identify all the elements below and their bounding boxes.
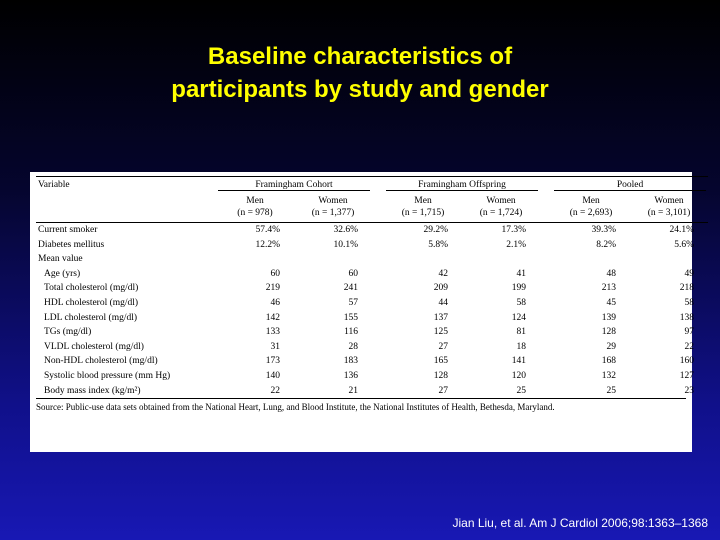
table-row (36, 384, 708, 399)
table-row (36, 354, 708, 369)
table-cell: 2.1% (506, 239, 527, 250)
subheader-n: (n = 1,715) (401, 208, 445, 218)
row-label: Current smoker (38, 225, 98, 235)
table-cell: 60 (348, 268, 359, 279)
table-cell (630, 252, 708, 267)
subheader-label: Men (582, 196, 600, 206)
table-cell: 27 (438, 341, 449, 352)
table-row (36, 340, 708, 355)
table-cell: 81 (516, 327, 527, 338)
table-row (36, 296, 708, 311)
variable-header: Variable (38, 180, 70, 190)
table-cell: 17.3% (501, 225, 527, 235)
table-cell: 219 (265, 283, 280, 294)
table-cell: 140 (265, 370, 280, 381)
row-label: TGs (mg/dl) (44, 327, 92, 338)
table-body (36, 223, 708, 399)
row-label: Age (yrs) (44, 268, 81, 279)
table-row (36, 281, 708, 296)
baseline-table-panel (30, 172, 695, 452)
citation: Jian Liu, et al. Am J Cardiol 2006;98:1363–1368 (452, 516, 708, 530)
subheader-1 (294, 193, 372, 223)
subheader-n: (n = 3,101) (647, 208, 691, 218)
subheader-label: Men (246, 196, 264, 206)
subheader-4 (552, 193, 630, 223)
table-cell: 10.1% (333, 239, 359, 250)
subheader-label: Women (654, 196, 684, 206)
table-cell: 168 (601, 356, 617, 367)
row-label: VLDL cholesterol (mg/dl) (44, 341, 144, 352)
table-cell: 132 (601, 370, 617, 381)
slide-title (0, 40, 720, 106)
group-header-pooled: Pooled (552, 177, 708, 194)
table-cell (216, 252, 294, 267)
table-cell: 128 (601, 327, 617, 338)
table-cell: 139 (601, 312, 617, 323)
table-cell: 120 (511, 370, 527, 381)
table-cell: 29 (606, 341, 617, 352)
table-cell: 22 (270, 385, 280, 396)
table-cell: 141 (511, 356, 527, 367)
table-cell: 31 (270, 341, 280, 352)
subheader-label: Women (486, 196, 516, 206)
table-cell: 241 (343, 283, 359, 294)
table-cell (552, 252, 630, 267)
table-cell: 133 (265, 327, 280, 338)
subheader-n: (n = 1,724) (479, 208, 523, 218)
group-header-framingham-cohort: Framingham Cohort (216, 177, 372, 194)
table-cell: 127 (679, 370, 695, 381)
row-label: Total cholesterol (mg/dl) (44, 283, 139, 294)
row-label: Diabetes mellitus (38, 239, 105, 250)
table-row (36, 325, 708, 340)
table-cell: 136 (343, 370, 359, 381)
table-cell (384, 252, 462, 267)
table-cell: 21 (348, 385, 359, 396)
table-cell: 23 (684, 385, 695, 396)
table-cell: 8.2% (596, 239, 617, 250)
table-cell: 24.1% (669, 225, 695, 235)
table-cell: 39.3% (591, 225, 617, 235)
baseline-characteristics-table (36, 176, 708, 398)
slide-title-line-2: participants by study and gender (171, 76, 549, 103)
table-cell: 160 (679, 356, 695, 367)
table-cell: 124 (511, 312, 527, 323)
table-cell: 48 (606, 268, 617, 279)
table-cell: 5.8% (428, 239, 449, 250)
table-cell: 57 (348, 297, 359, 308)
table-cell: 116 (344, 327, 359, 338)
table-cell: 29.2% (423, 225, 449, 235)
table-cell: 57.4% (255, 225, 280, 235)
table-cell (294, 252, 372, 267)
table-cell: 22 (684, 341, 695, 352)
table-cell: 213 (601, 283, 617, 294)
table-cell: 60 (270, 268, 280, 279)
table-cell: 25 (516, 385, 527, 396)
table-row (36, 311, 708, 326)
table-cell: 27 (438, 385, 449, 396)
table-cell: 199 (511, 283, 527, 294)
table-cell: 128 (433, 370, 449, 381)
subheader-3 (462, 193, 540, 223)
table-cell: 41 (516, 268, 527, 279)
table-cell: 28 (348, 341, 359, 352)
row-label: HDL cholesterol (mg/dl) (44, 297, 139, 308)
table-cell: 18 (516, 341, 527, 352)
table-row (36, 238, 708, 253)
table-cell: 173 (265, 356, 280, 367)
subheader-label: Men (414, 196, 432, 206)
row-label: Mean value (38, 254, 83, 265)
subheader-5 (630, 193, 708, 223)
table-cell: 25 (606, 385, 617, 396)
table-row (36, 369, 708, 384)
table-cell: 44 (438, 297, 449, 308)
table-cell: 137 (433, 312, 449, 323)
table-cell: 155 (343, 312, 359, 323)
table-cell: 142 (265, 312, 280, 323)
table-cell: 45 (606, 297, 617, 308)
table-cell: 125 (433, 327, 449, 338)
subheader-2 (384, 193, 462, 223)
table-cell: 12.2% (255, 239, 280, 250)
table-cell: 183 (343, 356, 359, 367)
table-cell: 58 (684, 297, 695, 308)
row-label: LDL cholesterol (mg/dl) (44, 312, 138, 323)
table-cell: 49 (684, 268, 695, 279)
table-row (36, 223, 708, 238)
subheader-label: Women (318, 196, 348, 206)
row-label: Systolic blood pressure (mm Hg) (44, 370, 171, 381)
table-source-note: Source: Public-use data sets obtained from the National Heart, Lung, and Blood Institute, the National Institutes of Health, Bethesda, Maryland. (36, 398, 686, 412)
row-label: Body mass index (kg/m²) (44, 385, 141, 396)
subheader-n: (n = 978) (237, 208, 273, 218)
subheader-0 (216, 193, 294, 223)
table-cell: 42 (438, 268, 449, 279)
table-cell: 32.6% (333, 225, 359, 235)
table-cell: 5.6% (674, 239, 695, 250)
table-cell: 165 (433, 356, 449, 367)
table-cell: 138 (679, 312, 695, 323)
table-row (36, 252, 708, 267)
table-row (36, 267, 708, 282)
group-header-framingham-offspring: Framingham Offspring (384, 177, 540, 194)
table-cell: 46 (270, 297, 280, 308)
table-cell (462, 252, 540, 267)
table-cell: 58 (516, 297, 527, 308)
table-cell: 209 (433, 283, 449, 294)
row-label: Non-HDL cholesterol (mg/dl) (44, 356, 158, 367)
subheader-n: (n = 1,377) (311, 208, 355, 218)
table-cell: 97 (684, 327, 695, 338)
table-cell: 218 (679, 283, 695, 294)
slide-title-line-1: Baseline characteristics of (207, 43, 513, 70)
subheader-n: (n = 2,693) (569, 208, 613, 218)
